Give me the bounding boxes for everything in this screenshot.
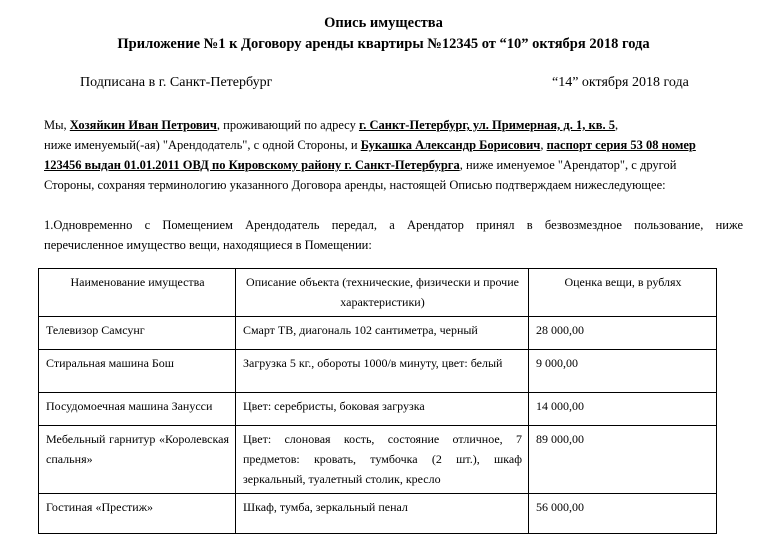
inventory-table xyxy=(38,268,717,534)
item-description: Шкаф, тумба, зеркальный пенал xyxy=(236,494,529,534)
table-row xyxy=(39,350,717,393)
item-value: 28 000,00 xyxy=(529,317,717,350)
table-header-row xyxy=(39,269,717,317)
intro-text: , ниже именуемое "Арендатор", с другой xyxy=(459,158,677,172)
intro-text: , проживающий по адресу xyxy=(216,118,359,132)
item-name: Посудомоечная машина Занусси xyxy=(39,393,236,426)
clause-1-line-2: перечисленное имущество вещи, находящиеся в Помещении: xyxy=(44,238,372,252)
table-row xyxy=(39,426,717,494)
item-value: 89 000,00 xyxy=(529,426,717,494)
intro-line-4 xyxy=(44,175,666,195)
intro-line-3 xyxy=(44,155,676,175)
item-description: Загрузка 5 кг., обороты 1000/в минуту, цвет: белый xyxy=(236,350,529,393)
intro-text: Стороны, сохраняя терминологию указанного Договора аренды, настоящей Описью подтверждаем нижеследующее: xyxy=(44,178,666,192)
item-value: 14 000,00 xyxy=(529,393,717,426)
table-row xyxy=(39,393,717,426)
landlord-name: Хозяйкин Иван Петрович xyxy=(69,118,217,132)
intro-line-2 xyxy=(44,135,696,155)
intro-text: , xyxy=(614,118,619,132)
item-description: Цвет: серебристы, боковая загрузка xyxy=(236,393,529,426)
item-description: Цвет: слоновая кость, состояние отличное, 7 предметов: кровать, тумбочка (2 шт.), шкаф зеркальный, туалетный столик, кресло xyxy=(236,426,529,494)
item-value: 56 000,00 xyxy=(529,494,717,534)
landlord-address: г. Санкт-Петербург, ул. Примерная, д. 1, кв. 5 xyxy=(358,118,615,132)
clause-1-line-1: 1.Одновременно с Помещением Арендодатель передал, а Арендатор принял в безвозмездное пользование, ниже xyxy=(44,218,743,232)
tenant-passport-issued: 123456 выдан 01.01.2011 ОВД по Кировскому району г. Санкт-Петербурга xyxy=(44,158,460,172)
header-item-description: Описание объекта (технические, физически и прочие характеристики) xyxy=(236,269,529,317)
header-item-value: Оценка вещи, в рублях xyxy=(529,269,717,317)
tenant-passport: паспорт серия 53 08 номер xyxy=(546,138,696,152)
item-name: Мебельный гарнитур «Королевская спальня» xyxy=(39,426,236,494)
header-item-name: Наименование имущества xyxy=(39,269,236,317)
item-description: Смарт ТВ, диагональ 102 сантиметра, черный xyxy=(236,317,529,350)
intro-text: , xyxy=(540,138,547,152)
signing-place: Подписана в г. Санкт-Петербург xyxy=(80,75,273,90)
table-row xyxy=(39,317,717,350)
document-subtitle: Приложение №1 к Договору аренды квартиры №12345 от “10” октября 2018 года xyxy=(117,36,650,52)
item-name: Телевизор Самсунг xyxy=(39,317,236,350)
intro-line-1 xyxy=(44,115,618,135)
item-value: 9 000,00 xyxy=(529,350,717,393)
tenant-name: Букашка Александр Борисович xyxy=(360,138,541,152)
item-name: Стиральная машина Бош xyxy=(39,350,236,393)
signing-date: “14” октября 2018 года xyxy=(552,75,689,90)
document-title: Опись имущества xyxy=(324,15,443,31)
intro-text: ниже именуемый(-ая) "Арендодатель", с одной Стороны, и xyxy=(44,138,361,152)
table-row xyxy=(39,494,717,534)
intro-text: Мы, xyxy=(44,118,70,132)
item-name: Гостиная «Престиж» xyxy=(39,494,236,534)
